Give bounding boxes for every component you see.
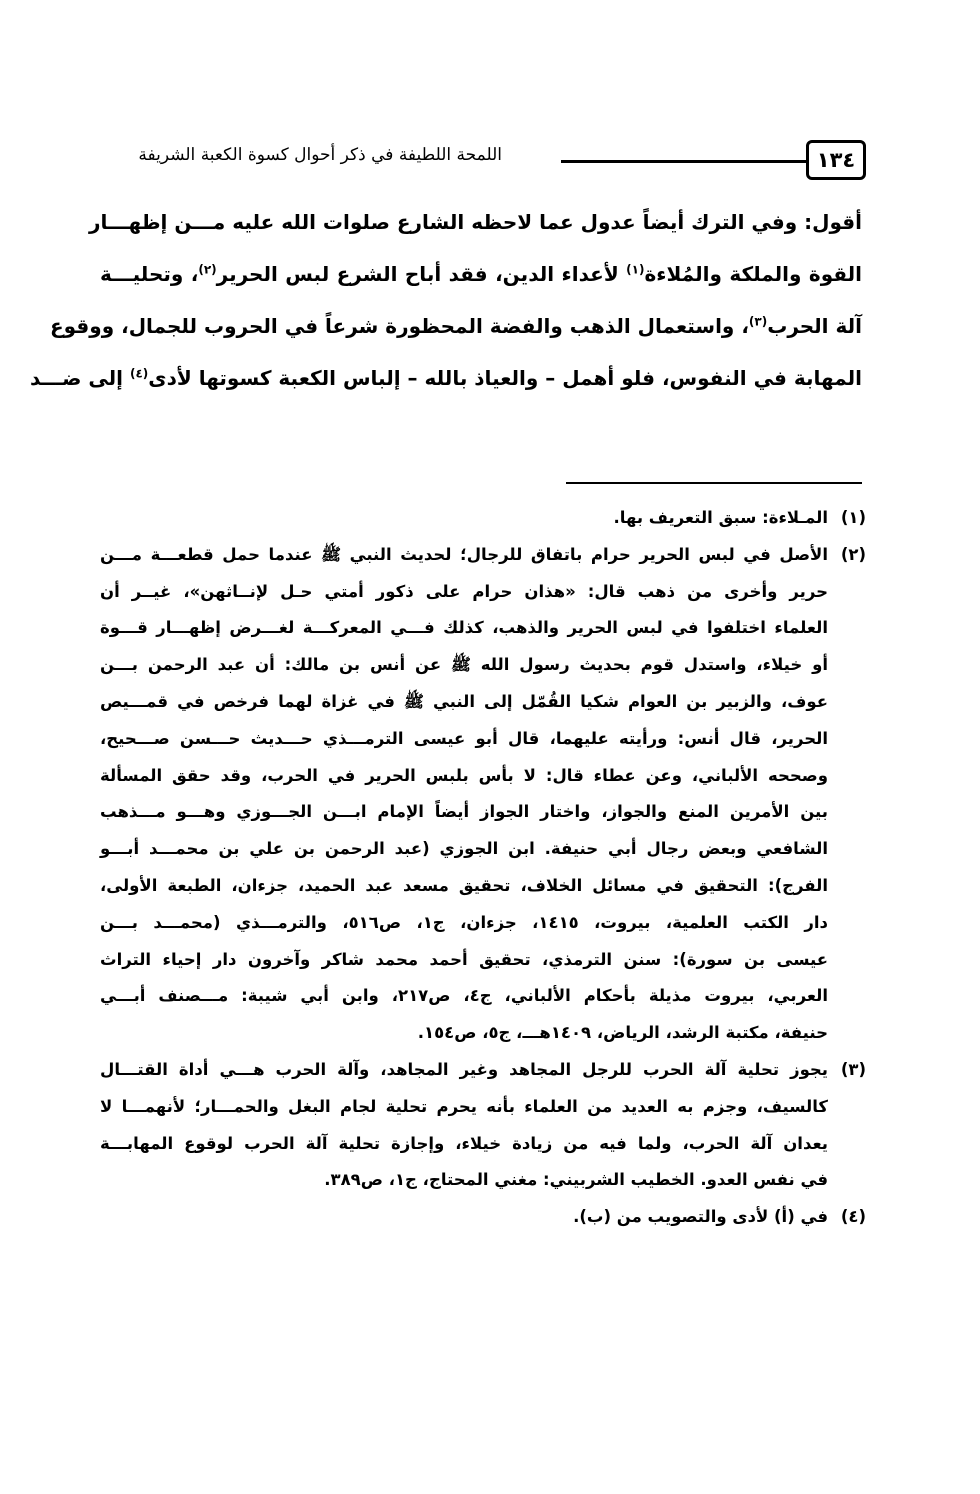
main-text-line [30, 352, 862, 404]
footnote-ref: (١) [626, 262, 645, 277]
main-text-line [100, 248, 862, 300]
line-text: القوة والملكة والمُلاءة [644, 262, 862, 286]
footnote-text: العلماء اختلفوا في لبس الحرير والذهب، كذلك فـــي المعركـــة لغـــرض إظهـــار قـــوة [100, 618, 828, 638]
footnote-line [100, 1199, 866, 1236]
line-text: ، وتحليـــة [100, 262, 199, 286]
footnote-text: الحرير، قال أنس: ورأيته عليهما، قال أبو عيسى الترمـــذي حـــديث حـــسن صـــحيح، [100, 728, 828, 748]
footnote-text: وصححه الألباني، وعن عطاء قال: لا بأس بلبس الحرير في الحرب، وقد حقق المسألة [100, 765, 828, 785]
main-text-line [49, 300, 862, 352]
footnote-text: دار الكتب العلمية، بيروت، ١٤١٥، جزءان، ج١، ص٥١٦، والترمـــذي (محمـــد بـــن [100, 912, 828, 932]
footnote-separator [566, 482, 862, 484]
line-text: ، واستعمال الذهب والفضة المحظورة شرعاً في الحروب للجمال، ووقوع [49, 314, 749, 338]
footnote-line [100, 1015, 866, 1052]
footnote-line [100, 868, 866, 905]
footnote-line [100, 978, 866, 1015]
footnote-line [100, 500, 866, 537]
line-text: أقول: وفي الترك أيضاً عدول عما لاحظه الشارع صلوات الله عليه مـــن إظهـــار [88, 210, 862, 234]
footnote-text: العربي، بيروت مذيلة بأحكام الألباني، ج٤، ص٢١٧، وابن أبي شيبة: مـــصنف أبـــي [100, 986, 828, 1006]
footnote-text: المـلاءة: سبق التعريف بها. [613, 508, 828, 527]
footnotes [100, 500, 866, 1236]
footnote [100, 537, 866, 1052]
footnote [100, 1199, 866, 1236]
footnote-line [100, 942, 866, 979]
footnote-text: الفرج): التحقيق في مسائل الخلاف، تحقيق مسعد عبد الحميد، جزءان، الطبعة الأولى، [100, 875, 828, 895]
footnote-text: الشافعي وبعض رجال أبي حنيفة. ابن الجوزي (عبد الرحمن بن علي بن محمـــد أبـــو [100, 839, 828, 859]
page-number: ١٣٤ [806, 140, 866, 180]
line-text: آلة الحرب [767, 314, 862, 338]
footnote-text: كالسيف، وجزم به العديد من العلماء بأنه يحرم تحلية لجام البغل والحمـــار؛ لأنهمـــا لا [100, 1096, 828, 1116]
footnote-text: بين الأمرين المنع والجواز، واختار الجواز أيضاً الإمام ابـــن الجـــوزي وهـــو مـــذهب [100, 802, 828, 822]
footnote-text: حرير وأخرى من ذهب قال: «هذان حرام على ذكور أمتي حـل لإنــاثهن»، غيــر أن [100, 581, 828, 601]
footnote-number: (٢) [840, 544, 866, 564]
footnote-ref: (٤) [129, 366, 149, 381]
footnote-line [100, 1052, 866, 1089]
footnote-line [100, 1162, 866, 1199]
footnote-text: حنيفة، مكتبة الرشد، الرياض، ١٤٠٩هـــ، ج٥، ص١٥٤. [417, 1023, 828, 1043]
footnote-text: يجوز تحلية آلة الحرب للرجل المجاهد وغير المجاهد، وآلة الحرب هـــي أداة القتـــال [100, 1059, 828, 1079]
footnote-line [100, 1089, 866, 1126]
page-header [96, 140, 866, 186]
footnote-text: الأصل في لبس الحرير حرام باتفاق للرجال؛ لحديث النبي ﷺ عندما حمل قطعـــة مـــن [100, 544, 828, 564]
footnote-line [100, 905, 866, 942]
footnote-number: (٣) [840, 1059, 866, 1079]
header-rule [561, 160, 806, 163]
footnote [100, 1052, 866, 1199]
footnote-line [100, 794, 866, 831]
main-text-line [88, 196, 862, 248]
running-title: اللمحة اللطيفة في ذكر أحوال كسوة الكعبة الشريفة [138, 145, 502, 165]
footnote-line [100, 758, 866, 795]
footnote-text: عيسى بن سورة): سنن الترمذي، تحقيق أحمد محمد شاكر وآخرون دار إحياء التراث [100, 949, 828, 969]
footnote-number: (١) [840, 508, 866, 527]
footnote-line [100, 1126, 866, 1163]
footnote-line [100, 721, 866, 758]
footnote-text: في (أ) لأدى والتصويب من (ب). [573, 1207, 828, 1227]
footnote-ref: (٣) [748, 314, 768, 329]
footnote-line [100, 647, 866, 684]
footnote-line [100, 684, 866, 721]
footnote-text: أو خيلاء، واستدل قوم بحديث رسول الله ﷺ عن أنس بن مالك: أن عبد الرحمن بـــن [100, 655, 828, 675]
footnote [100, 500, 866, 537]
footnote-line [100, 610, 866, 647]
footnote-line [100, 831, 866, 868]
main-text [30, 196, 862, 404]
footnote-line [100, 537, 866, 574]
footnote-line [100, 574, 866, 611]
footnote-text: عوف، والزبير بن العوام شكيا القُمّل إلى النبي ﷺ في غزاة لهما فرخص في قمـــيص [100, 691, 828, 711]
line-text: لأعداء الدين، فقد أباح الشرع لبس الحرير [216, 262, 627, 286]
line-text: المهابة في النفوس، فلو أهمل – والعياذ بالله – إلباس الكعبة كسوتها لأدى [148, 366, 862, 390]
footnote-text: في نفس العدو. الخطيب الشربيني: مغني المحتاج، ج١، ص٣٨٩. [324, 1170, 828, 1190]
footnote-text: يعدان آلة الحرب، ولما فيه من زيادة خيلاء، وإجازة تحلية آلة الحرب لوقوع المهابـــة [100, 1133, 828, 1153]
footnote-number: (٤) [840, 1207, 866, 1227]
footnote-ref: (٢) [198, 262, 217, 277]
line-text: إلى ضـــد [30, 366, 130, 390]
